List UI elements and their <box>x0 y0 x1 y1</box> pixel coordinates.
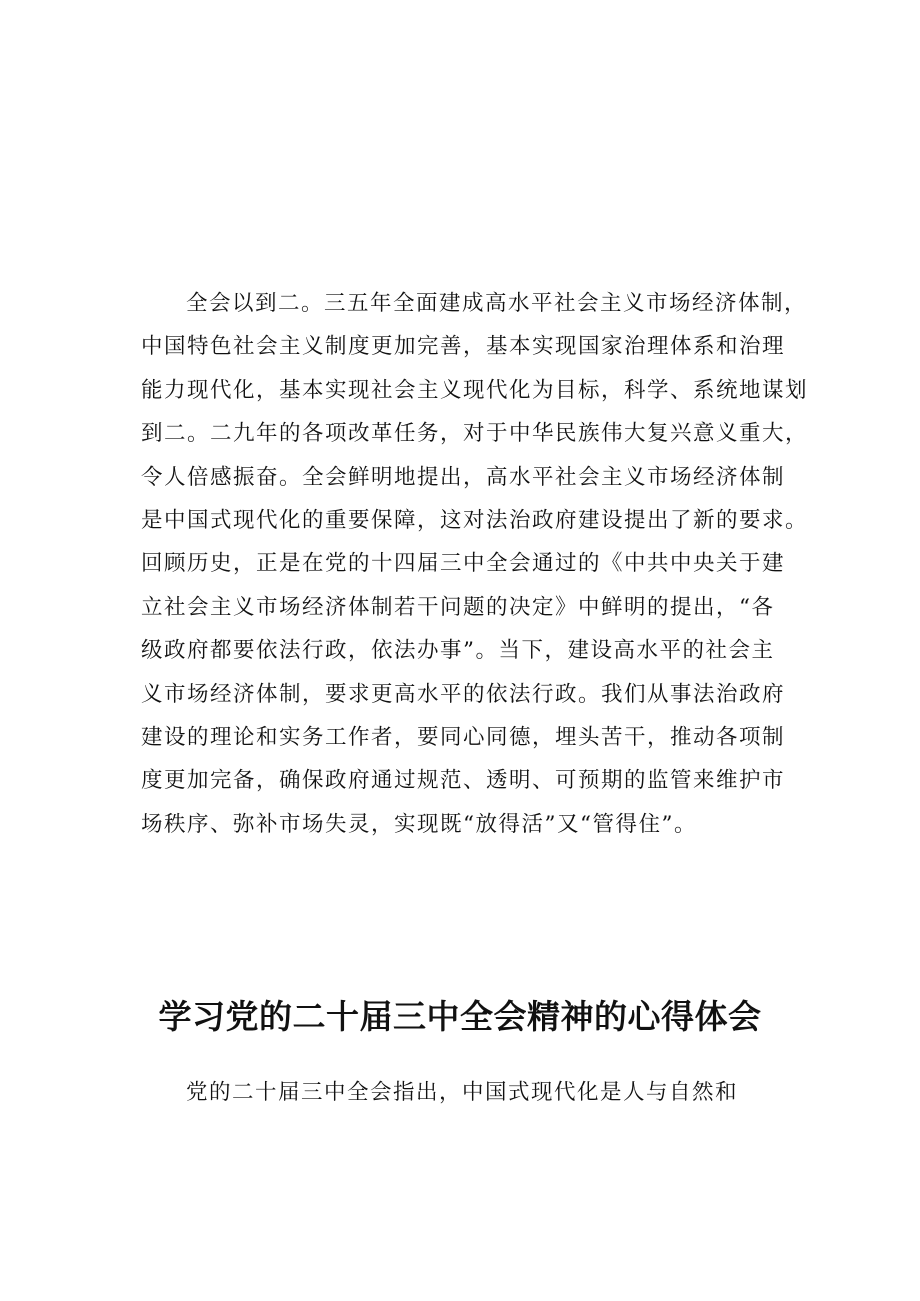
paragraph-line: 建设的理论和实务工作者，要同心同德，埋头苦干，推动各项制 <box>141 724 786 750</box>
paragraph-line: 能力现代化，基本实现社会主义现代化为目标，科学、系统地谋划 <box>141 377 809 403</box>
paragraph-line: 回顾历史，正是在党的十四届三中全会通过的《中共中央关于建 <box>141 551 786 577</box>
paragraph-line: 义市场经济体制，要求更高水平的依法行政。我们从事法治政府 <box>141 681 786 707</box>
paragraph-line: 中国特色社会主义制度更加完善，基本实现国家治理体系和治理 <box>141 334 786 360</box>
section-title: 学习党的二十届三中全会精神的心得体会 <box>158 997 762 1037</box>
paragraph-line: 场秩序、弥补市场失灵，实现既“放得活”又“管得住”。 <box>141 811 697 837</box>
paragraph-line: 到二。二九年的各项改革任务，对于中华民族伟大复兴意义重大， <box>141 421 809 447</box>
body-paragraph-1 <box>141 282 809 846</box>
paragraph-line: 是中国式现代化的重要保障，这对法治政府建设提出了新的要求。 <box>141 507 809 533</box>
paragraph-line: 全会以到二。三五年全面建成高水平社会主义市场经济体制， <box>186 291 808 316</box>
paragraph-line: 党的二十届三中全会指出，中国式现代化是人与自然和 <box>186 1080 739 1105</box>
paragraph-line: 令人倍感振奋。全会鲜明地提出，高水平社会主义市场经济体制 <box>141 464 786 490</box>
body-paragraph-2 <box>141 1071 793 1114</box>
paragraph-line: 级政府都要依法行政，依法办事”。当下，建设高水平的社会主 <box>141 638 775 664</box>
paragraph-line: 度更加完备，确保政府通过规范、透明、可预期的监管来维护市 <box>141 768 786 794</box>
paragraph-line: 立社会主义市场经济体制若干问题的决定》中鲜明的提出，“各 <box>141 594 775 620</box>
